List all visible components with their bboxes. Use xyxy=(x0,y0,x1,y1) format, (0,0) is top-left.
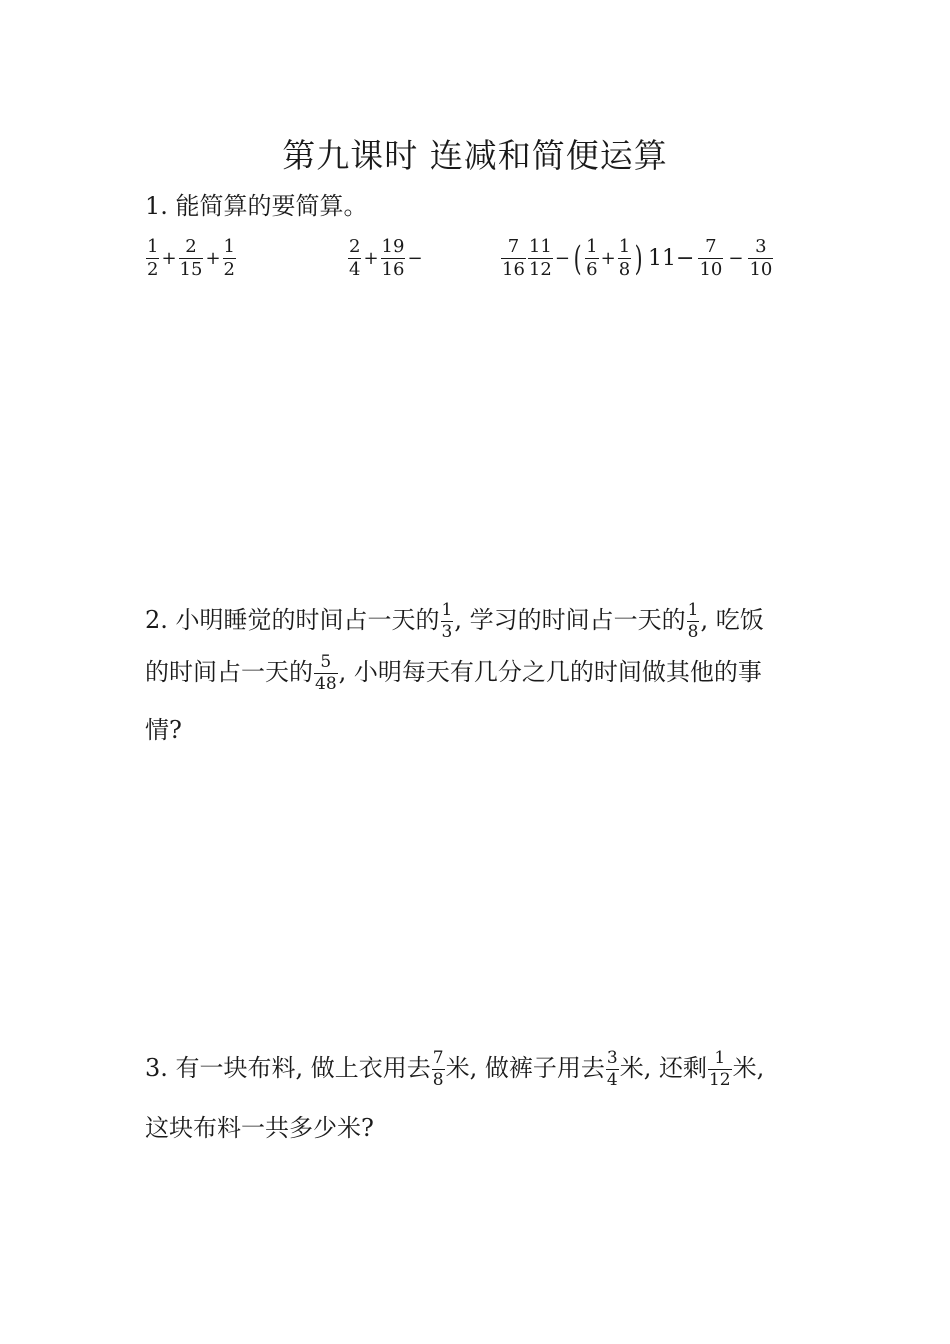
expression-1 xyxy=(145,238,237,279)
question-3-line-1: 3. 有一块布料, 做上衣用去 $\frac{7}{8}$ 米, 做裤子用去 $\frac{3}{4}$ 米, 还剩 $\frac{1}{12}$ 米, xyxy=(145,1048,765,1090)
operator: − xyxy=(554,248,570,269)
operator: + xyxy=(600,248,616,269)
fraction: $\frac{1}{2}$ xyxy=(147,236,159,280)
fraction: $\frac{1}{12}$ xyxy=(708,1048,731,1090)
question-2-line-3: 情? xyxy=(145,716,182,744)
page-title: 第九课时 连减和简便运算 xyxy=(282,136,668,175)
fraction: $\frac{1}{8}$ xyxy=(687,600,699,642)
fraction: $\frac{2}{4}$ xyxy=(349,236,361,280)
right-paren: ) xyxy=(634,238,643,279)
fraction: $\frac{1}{8}$ xyxy=(618,236,631,280)
expression-3 xyxy=(500,238,645,279)
fraction: $\frac{2}{15}$ xyxy=(179,236,203,280)
operator: + xyxy=(161,248,177,269)
fraction: $\frac{7}{16}$ xyxy=(502,236,525,280)
fraction: $\frac{1}{3}$ xyxy=(441,600,453,642)
operator: + xyxy=(205,248,221,269)
fraction: $\frac{1}{6}$ xyxy=(586,236,598,280)
operator: − xyxy=(407,248,423,269)
question-1-prompt: 1. 能简算的要简算。 xyxy=(145,192,368,220)
operator: − xyxy=(728,248,744,269)
fraction: $\frac{7}{8}$ xyxy=(432,1048,444,1090)
question-2-line-2: 的时间占一天的 $\frac{5}{48}$ , 小明每天有几分之几的时间做其他的事 xyxy=(145,652,762,694)
operator: + xyxy=(363,248,379,269)
left-paren: ( xyxy=(573,238,582,279)
question-3-line-2: 这块布料一共多少米? xyxy=(145,1114,374,1142)
fraction: $\frac{19}{16}$ xyxy=(381,236,405,280)
fraction: $\frac{5}{48}$ xyxy=(315,652,337,694)
fraction: $\frac{3}{10}$ xyxy=(749,236,773,280)
expression-4 xyxy=(648,238,774,279)
fraction: $\frac{1}{2}$ xyxy=(223,236,235,280)
leading-term: 11− xyxy=(648,246,695,271)
question-2-line-1: 2. 小明睡觉的时间占一天的 $\frac{1}{3}$ , 学习的时间占一天的 $\frac{1}{8}$ , 吃饭 xyxy=(145,600,764,642)
fraction: $\frac{3}{4}$ xyxy=(606,1048,618,1090)
fraction: $\frac{7}{10}$ xyxy=(699,236,723,280)
expression-2 xyxy=(347,238,424,279)
fraction: $\frac{11}{12}$ xyxy=(528,236,552,280)
